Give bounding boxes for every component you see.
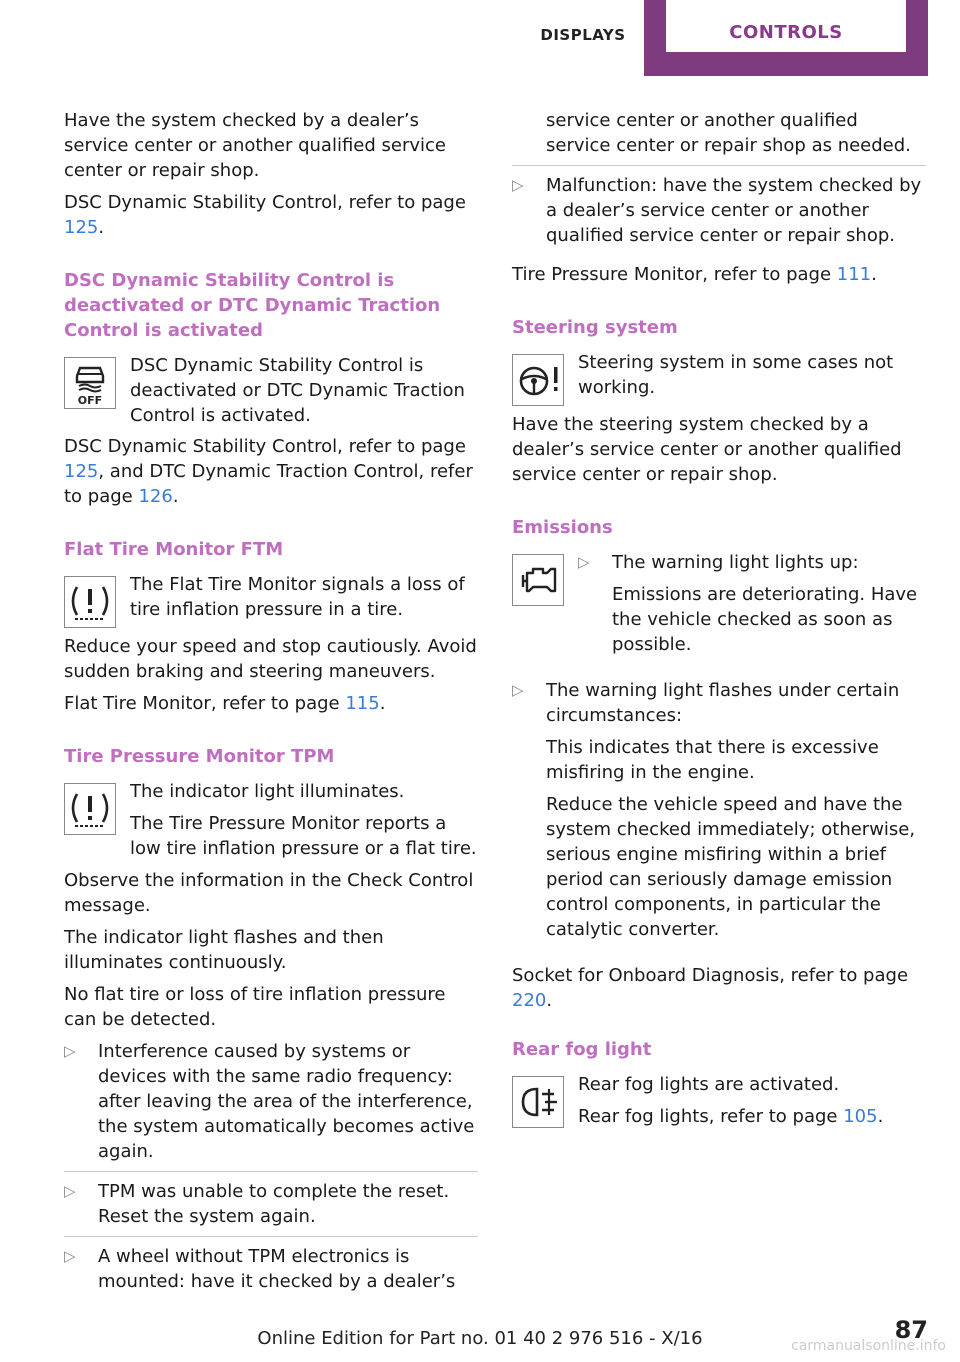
- list-item: ▷ Interference caused by systems or devices with the same radio frequency: after leaving the area of the interference, the system automatically becomes active again.: [64, 1039, 478, 1172]
- emissions-text: [578, 550, 926, 678]
- emissions-icon-row: [512, 550, 926, 678]
- tpm-reference: Tire Pressure Monitor, refer to page 111.: [512, 264, 877, 285]
- list-item: ▷ Malfunction: have the system checked by a dealer’s service center or another qualified service center or repair shop.: [512, 175, 922, 246]
- flat-tire-warning-icon: [64, 576, 116, 628]
- list-item: ▷ A wheel without TPM electronics is mounted: have it checked by a dealer’s: [64, 1246, 456, 1292]
- tpm-heading: Tire Pressure Monitor TPM: [64, 746, 335, 767]
- triangle-bullet-icon: ▷: [64, 1247, 76, 1265]
- dsc-icon-text: DSC Dynamic Stability Control is deactivated or DTC Dynamic Traction Control is activated.: [130, 355, 465, 426]
- fog-reference: Rear fog lights, refer to page 105.: [578, 1106, 884, 1127]
- fog-icon-text: Rear fog lights are activated. Rear fog lights, refer to page 105.: [578, 1072, 926, 1136]
- check-engine-icon: [512, 554, 564, 606]
- triangle-bullet-icon: ▷: [512, 681, 524, 699]
- page-link[interactable]: 125: [64, 217, 99, 238]
- list-item: ▷ TPM was unable to complete the reset. Reset the system again.: [64, 1179, 478, 1237]
- tab-displays: DISPLAYS: [540, 26, 626, 44]
- fog-heading: Rear fog light: [512, 1039, 652, 1060]
- triangle-bullet-icon: ▷: [512, 176, 524, 194]
- steering-heading: Steering system: [512, 317, 678, 338]
- tpm-check-control: Observe the information in the Check Control message.: [64, 870, 474, 916]
- list-item: service center or another qualified service center or repair shop as needed.: [512, 108, 926, 166]
- ftm-icon-row: [64, 572, 478, 628]
- dsc-reference: DSC Dynamic Stability Control, refer to page 125.: [64, 192, 466, 238]
- page-number: 87: [894, 1316, 928, 1344]
- ftm-advice: Reduce your speed and stop cautiously. Avoid sudden braking and steering maneuvers.: [64, 636, 477, 682]
- list-item: ▷ The warning light flashes under certain circumstances: This indicates that there is excessive misfiring in the engine. Reduce the vehicle speed and have the system checked immediately; otherwise, serious engine misfiring within a brief period can seriously damage emission control components, in particular the catalytic converter.: [512, 680, 916, 940]
- left-column: [64, 108, 478, 1308]
- continued-bullet-list: [512, 108, 926, 255]
- tab-controls-label: CONTROLS: [666, 0, 906, 52]
- dsc-dtc-reference: DSC Dynamic Stability Control, refer to page 125, and DTC Dynamic Traction Control, refer to page 126.: [64, 436, 473, 507]
- rear-fog-light-icon: [512, 1076, 564, 1128]
- emissions-heading: Emissions: [512, 517, 613, 538]
- dsc-icon-row: [64, 353, 478, 428]
- page-link[interactable]: 220: [512, 990, 547, 1011]
- tpm-icon-text: The indicator light illuminates. The Tire Pressure Monitor reports a low tire inflation pressure or a flat tire.: [130, 781, 477, 859]
- page-link[interactable]: 126: [138, 486, 173, 507]
- dsc-off-icon: [64, 357, 116, 409]
- dsc-heading: DSC Dynamic Stability Control is deactivated or DTC Dynamic Traction Control is activated: [64, 270, 441, 341]
- intro-text: Have the system checked by a dealer’s service center or another qualified service center or repair shop.: [64, 110, 446, 181]
- triangle-bullet-icon: ▷: [64, 1042, 76, 1060]
- tpm-icon-row: [64, 779, 478, 868]
- svg-text:OFF: OFF: [77, 394, 103, 407]
- right-column: [512, 108, 926, 1136]
- steering-icon-text: Steering system in some cases not working.: [578, 352, 894, 398]
- tab-controls: [644, 0, 928, 76]
- header-tabs: [522, 0, 928, 76]
- triangle-bullet-icon: ▷: [578, 553, 590, 571]
- steering-warning-icon: [512, 354, 564, 406]
- page-link[interactable]: 125: [64, 461, 99, 482]
- steering-advice: Have the steering system checked by a dealer’s service center or another qualified service center or repair shop.: [512, 414, 902, 485]
- tpm-flashes: The indicator light flashes and then illuminates continuously.: [64, 927, 384, 973]
- emissions-bullet-list-1: [578, 550, 926, 671]
- watermark: carmanualsonline.info: [791, 1338, 946, 1354]
- ftm-reference: Flat Tire Monitor, refer to page 115.: [64, 693, 386, 714]
- tpm-no-detect: No flat tire or loss of tire inflation pressure can be detected.: [64, 984, 446, 1030]
- edition-line: Online Edition for Part no. 01 40 2 976 516 - X/16: [257, 1328, 703, 1349]
- page-link[interactable]: 115: [345, 693, 380, 714]
- steering-icon-row: [512, 350, 926, 406]
- page-link[interactable]: 111: [836, 264, 872, 285]
- triangle-bullet-icon: ▷: [64, 1182, 76, 1200]
- page-link[interactable]: 105: [843, 1106, 878, 1127]
- obd-reference: Socket for Onboard Diagnosis, refer to page 220.: [512, 965, 909, 1011]
- ftm-icon-text: The Flat Tire Monitor signals a loss of tire inflation pressure in a tire.: [130, 574, 465, 620]
- list-item: ▷ The warning light lights up: Emissions are deteriorating. Have the vehicle checked as soon as possible.: [578, 552, 918, 655]
- emissions-bullet-list-2: [512, 678, 926, 956]
- ftm-heading: Flat Tire Monitor FTM: [64, 539, 284, 560]
- fog-icon-row: [512, 1072, 926, 1136]
- tpm-bullet-list: [64, 1039, 478, 1301]
- tire-pressure-icon: [64, 783, 116, 835]
